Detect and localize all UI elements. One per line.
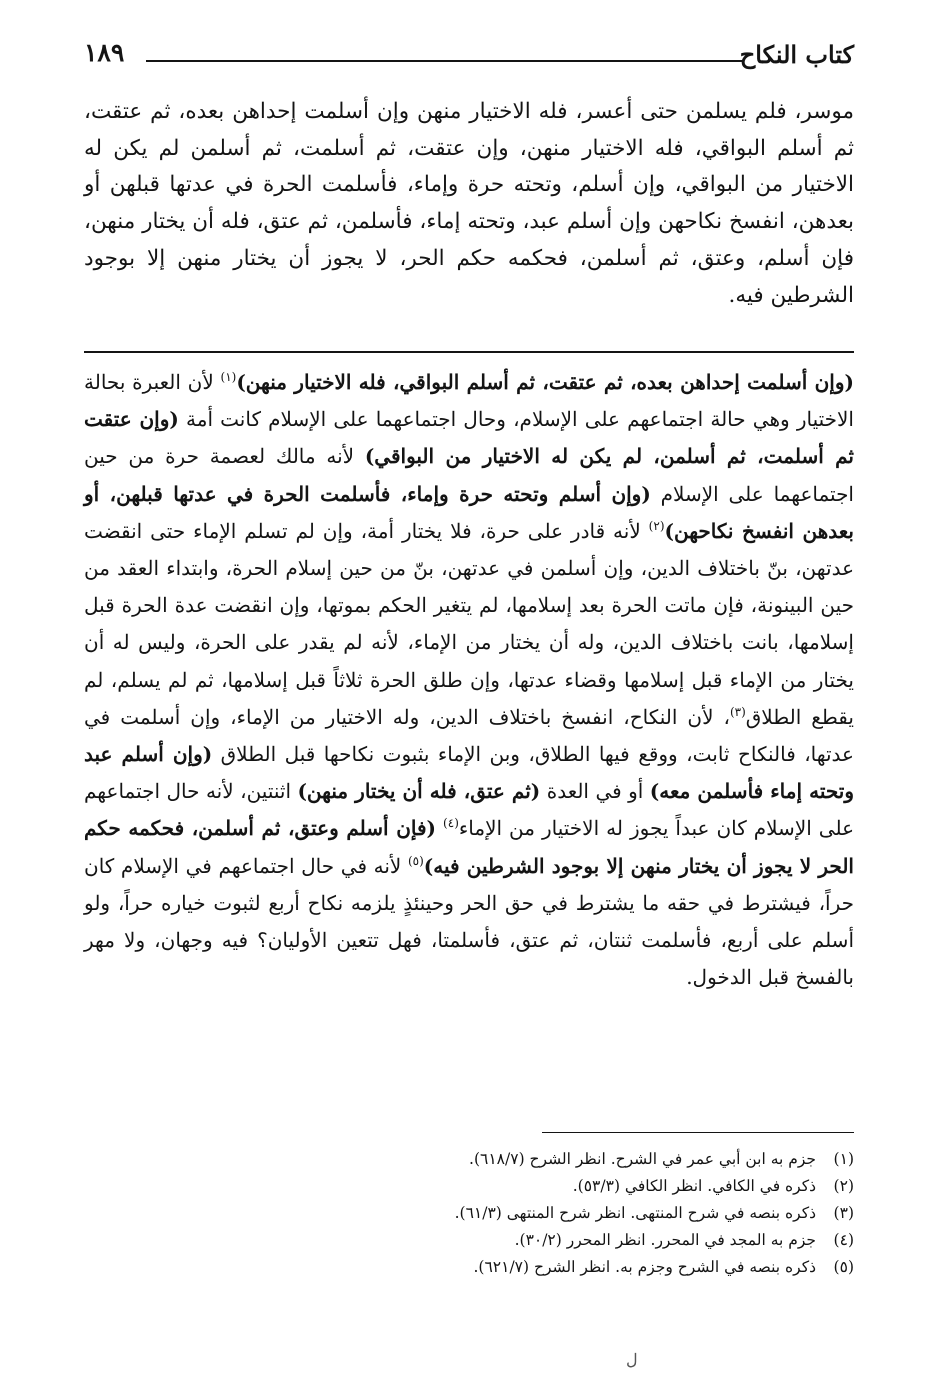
quoted-matn-1: (وإن أسلمت إحداهن بعده، ثم عتقت، ثم أسلم البواقي، فله الاختيار منهن) [236,370,854,394]
footnote-text: جزم به المجد في المحرر. انظر المحرر (٣٠/٢). [514,1231,816,1249]
footnote-ref-5: (٥) [407,853,424,868]
footnote-ref-1: (١) [220,370,237,384]
footnote-text: ذكره بنصه في شرح المنتهى. انظر شرح المنتهى (٦١/٣). [454,1204,816,1222]
running-header [84,36,854,76]
book-title: كتاب النكاح [739,40,854,69]
footnote-text: ذكره في الكافي. انظر الكافي (٥٣/٣). [572,1177,816,1195]
footnote-ref-3: (٣) [729,704,746,719]
footnote-number: (٤) [833,1231,854,1249]
header-rule [146,60,744,62]
quoted-matn-6: (فإن أسلم وعتق، ثم أسلمن، فحكمه حكم الحر لا يجوز أن يختار منهن إلا بوجود الشرطين فيه) [84,816,854,878]
commentary-1: لأن العبرة بحالة الاختيار وهي حالة اجتماعهم على الإسلام، وحال اجتماعهما على الإسلام كانت أمة [84,370,854,432]
quoted-matn-3: (وإن أسلم وتحته حرة وإماء، فأسلمت الحرة في عدتها قبلهن، أو بعدهن انفسخ نكاحهن) [84,481,854,543]
commentary-3: لأنه قادر على حرة، فلا يختار أمة، وإن لم تسلم الإماء حتى انقضت عدتهن، بنّ باختلاف الدين، وإن أسلمن في عدتهن، بنّ من حين إسلام الحرة، وابتداء العقد من حين البينونة، فإن ماتت الحرة بعد إسلامها، لم يتغير الحكم بموتها، وإن انقضت عدة الحرة قبل إسلامها، بانت باختلاف الدين، وله أن يختار من الإماء، لأنه لم يقدر على الحرة، وليس له أن يختار من الإماء قبل إسلامها وقضاء عدتها، وإن طلق الحرة ثلاثاً قبل إسلامها، ثم لم يسلم، لم يقطع الطلاق [84,518,854,729]
footnote-item [84,1254,854,1281]
commentary-2: لأنه مالك لعصمة حرة من حين اجتماعهما على الإسلام [84,444,854,506]
footnote-number: (٣) [833,1204,854,1222]
matn-separator-rule [84,351,854,353]
stray-ink-mark: ل [626,1350,638,1369]
page-number: ١٨٩ [84,38,125,67]
commentary-8: لأنه في حال اجتماعهم في الإسلام كان حراً، فيشترط في حقه ما يشترط في حق الحر وحينئذٍ يلزمه نكاح أربع لثبوت خياره حراً، ولو أسلم على أربع، فأسلمت ثنتان، ثم عتق، فأسلمتا، فهل تتعين الأوليان؟ فيه وجهان، ولا مهر بالفسخ قبل الدخول. [84,853,854,990]
commentary-6: اثنتين، لأنه حال اجتماعهم على الإسلام كان عبداً يجوز له الاختيار من الإماء [84,779,855,841]
quoted-matn-5: (ثم عتق، فله أن يختار منهن) [297,779,541,804]
sharh-text [84,364,854,996]
matn-text: موسر، فلم يسلمن حتى أعسر، فله الاختيار منهن وإن أسلمت إحداهن بعده، ثم عتقت، ثم أسلم البواقي، فله الاختيار منهن، وإن عتقت، ثم أسلمت، ثم أسلمن لم يكن له الاختيار من البواقي، وإن أسلم، وتحته حرة وإماء، فأسلمت الحرة في عدتها قبلهن أو بعدهن، انفسخ نكاحهن وإن أسلم عبد، وتحته إماء، فأسلمن، ثم عتق، فله أن يختار منهن، فإن أسلم، وعتق، ثم أسلمن، فحكمه حكم الحر، لا يجوز أن يختار منهن إلا بوجود الشرطين فيه. [84,99,854,308]
footnote-text: جزم به ابن أبي عمر في الشرح. انظر الشرح (٦١٨/٧). [469,1150,816,1168]
footnote-text: ذكره بنصه في الشرح وجزم به. انظر الشرح (٦٢١/٧). [473,1258,816,1276]
commentary-5: أو في العدة [540,779,650,804]
footnotes-rule [542,1132,854,1133]
footnotes [84,1146,854,1281]
footnote-ref-4: (٤) [443,816,459,831]
footnote-item [84,1227,854,1254]
footnote-item [84,1146,854,1173]
commentary-7 [436,816,443,840]
quoted-matn-2: (وإن عتقت ثم أسلمت، ثم أسلمن، لم يكن له الاختيار من البواقي) [84,407,855,469]
footnote-number: (٢) [833,1177,854,1195]
footnote-item [84,1173,854,1200]
quoted-matn-4: (وإن أسلم عبد وتحته إماء فأسلمن معه) [84,742,854,804]
footnote-item [84,1200,854,1227]
footnote-number: (٥) [833,1258,854,1276]
footnote-number: (١) [833,1150,854,1168]
footnote-ref-2: (٢) [648,518,665,533]
commentary-4: ، لأن النكاح، انفسخ باختلاف الدين، وله الاختيار من الإماء، وإن أسلمت في عدتها، فالنكاح ثابت، ووقع فيها الطلاق، وبن الإماء بثبوت نكاحها قبل الطلاق [84,704,854,767]
